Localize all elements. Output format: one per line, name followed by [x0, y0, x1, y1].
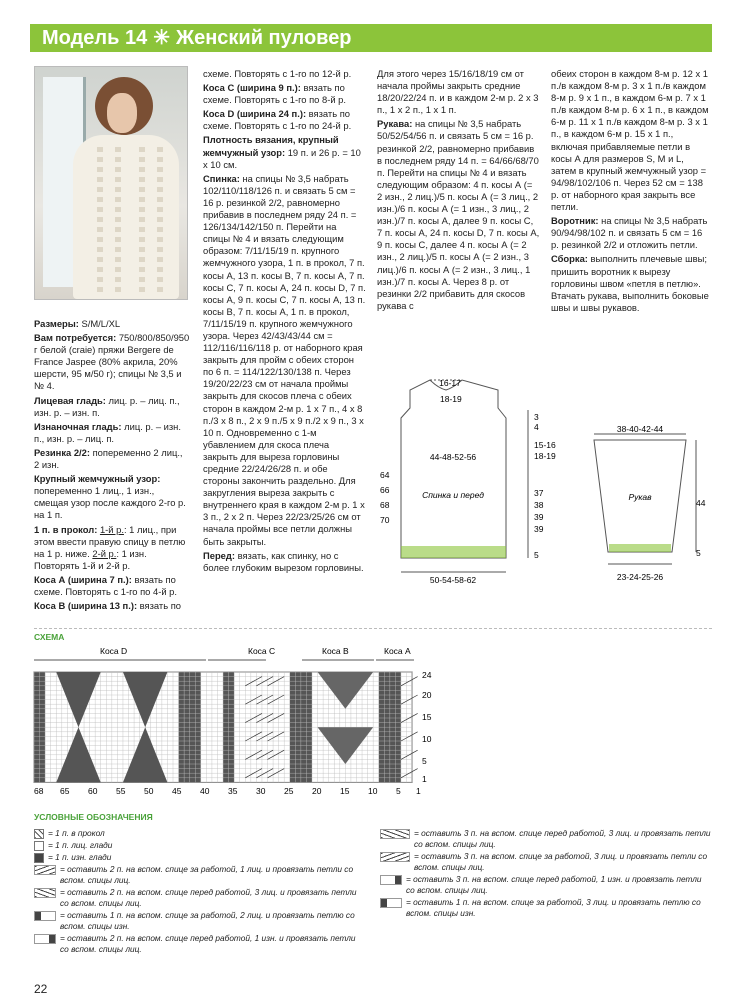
twisted-stitch-icon [34, 829, 44, 839]
height-label: 68 [380, 500, 390, 510]
sleeve-rib-label: 5 [696, 548, 701, 558]
cable-2-1-back-icon [34, 865, 56, 875]
tick-label: 25 [284, 786, 294, 796]
cable-1-2-back-purl-icon [34, 911, 56, 921]
side-label: 38 [534, 500, 544, 510]
tick-label: 55 [116, 786, 126, 796]
side-label: 37 [534, 488, 544, 498]
sleeve-height-label: 44 [696, 498, 706, 508]
tick-label: 1 [416, 786, 421, 796]
sleeve-pattern-diagram [580, 422, 710, 586]
cable-3-3-front-icon [380, 829, 410, 839]
schema-title: СХЕМА [34, 632, 65, 642]
cable-3-3-back-icon [380, 852, 410, 862]
cable-3-1-front-purl-icon [380, 875, 402, 885]
tick-label: 50 [144, 786, 154, 796]
height-label: 70 [380, 515, 390, 525]
column-2: схеме. Повторять с 1-го по 12-й р. Коса С (ширина 9 п.): вязать по схеме. Повторять с 1-го по 8-й р. Коса D (ширина 24 п.): вязать по схеме. Повторять с 1-го по 24-й р. Плотность вязания, крупный жемчужный узор: 19 п. и 26 р. = 10 х 10 см. Спинка: на спицы № 3,5 набрать 102/110/118/126 п. и связать 5 см = 16 р. резинкой 2/2, равномерно прибавив в последнем ряду 24 п. = 126/134/142/150 п. Перейти на спицы № 4 и вязать следующим образом: 7/11/15/19 п. крупного жемчужного узора, 1 п. в прокол, 7 п. косы А, 13 п. косы В, 7 п. косы А, 7 п. косы С, 7 п. косы А, 24 п. косы D, 7 п. косы А, 9 п. косы С, 7 п. косы А, 13 п. косы В, 7 п. косы А, 1 п. в прокол, 7/11/15/19 п. крупного жемчужного узора. Через 42/43/43/44 см = 112/116/116/118 р. от наборного края закрыть для пройм с обеих сторон по 6 п. = 114/122/130/138 п. Через 19/20/22/23 см от начала проймы закрыть для скосов плеча с обеих сторон в каждом 2-м р. 1 х 7 п., 4 х 8 п./3 х 8 п., 2 х 9 п./5 х 9 п./2 х 9 п., 3 х 10 п. Одновременно с 1-м убавлением для скоса плеча закрыть для выреза горловины средние 22/24/26/28 п. и обе стороны закончить раздельно. Для закругления выреза закрыть с внутреннего края в каждом 2-м р. 1 х 3 п., 2 х 2 п. Через 22/23/25/26 см от начала проймы все петли должны быть закрыты. Перед: вязать, как спинку, но с более глубоким вырезом горловины. [203, 68, 366, 573]
hem-width-label: 50-54-58-62 [429, 575, 477, 585]
knit-square-icon [34, 841, 44, 851]
legend-item: = оставить 3 п. на вспом. спице перед работой, 3 лиц. и провязать петли со вспом. спицы лиц. [380, 828, 712, 850]
row-tick: 5 [422, 756, 427, 766]
legend-item: = оставить 3 п. на вспом. спице за работой, 3 лиц. и провязать петли со вспом. спицы лиц. [380, 851, 712, 873]
legend-item: = оставить 1 п. на вспом. спице за работой, 2 лиц. и провязать петлю со вспом. спицы изн. [34, 910, 364, 932]
armhole-label: 18-19 [534, 451, 556, 461]
cable-2-1-front-purl-icon [34, 934, 56, 944]
tick-label: 60 [88, 786, 98, 796]
shoulder-label: 3 [534, 412, 539, 422]
column-3: Для этого через 15/16/18/19 см от начала проймы закрыть средние 18/20/22/24 п. и в каждом 2-м р. 2 х 3 п., 1 х 2 п., 1 х 1 п. Рукава: на спицы № 3,5 набрать 50/52/54/56 п. и связать 5 см = 16 р. резинкой 2/2, равномерно прибавив в последнем ряду 14 п. = 64/66/68/70 п. Перейти на спицы № 4 и вязать следующим образом: 4 п. косы А (= 2 изн., 2 лиц.)/5 п. косы А (= 3 лиц., 2 изн.)/6 п. косы А (= 1 изн., 3 лиц., 2 изн.)/7 п. косы А, далее 9 п. косы С, 7 п. косы А, 24 п. косы D, 7 п. косы А, 9 п. косы С, далее 4 п. косы А (= 2 изн., 2 лиц.)/5 п. косы А (= 2 изн., 3 лиц.)/6 п. косы А (= 2 изн., 3 лиц., 1 изн.)/7 п. косы А. Через 8 р. от резинки 2/2 прибавить для скосов рукава с [377, 68, 540, 311]
neck-top-label: 16-17 [439, 378, 461, 388]
column-1: Размеры: S/M/L/XL Вам потребуется: 750/800/850/950 г белой (craie) пряжи Bergere de France Jaspee (80% акрила, 20% шерсти, 95 м/50 г); спицы № 3,5 и № 4. Лицевая гладь: лиц. р. – лиц. п., изн. р. – изн. п. Изнаночная гладь: лиц. р. – изн. п., изн. р. – лиц. п. Резинка 2/2: попеременно 2 лиц., 2 изн. Крупный жемчужный узор: попеременно 1 лиц., 1 изн., смещая узор после каждого 2-го р. на 1 п. 1 п. в прокол: 1-й р.: 1 лиц., при этом ввести правую спицу в петлю на 1 р. ниже. 2-й р.: 1 изн. Повторять 1-й и 2-й р. Коса А (ширина 7 п.): вязать по схеме. Повторять с 1-го по 4-й р. Коса В (ширина 13 п.): вязать по [34, 318, 190, 612]
cable-c-label: Коса C [248, 646, 276, 656]
sleeve-top-label: 38-40-42-44 [616, 424, 664, 434]
side-label: 39 [534, 524, 544, 534]
legend-item: = оставить 3 п. на вспом. спице перед работой, 1 изн. и провязать петли со вспом. спицы лиц. [380, 874, 712, 896]
rib-label: 5 [534, 550, 539, 560]
cable-1-3-back-purl-icon [380, 898, 402, 908]
page-number: 22 [34, 982, 48, 996]
tick-label: 68 [34, 786, 44, 796]
knitting-chart [30, 644, 436, 798]
sleeve-piece-label: Рукав [628, 492, 652, 502]
legend-item: = 1 п. изн. глади [34, 852, 364, 863]
legend-item: = 1 п. в прокол [34, 828, 364, 839]
legend-right [380, 828, 712, 920]
tick-label: 10 [368, 786, 378, 796]
cable-d-label: Коса D [100, 646, 128, 656]
legend-title: УСЛОВНЫЕ ОБОЗНАЧЕНИЯ [34, 812, 153, 822]
purl-square-icon [34, 853, 44, 863]
page-title: Женский пуловер [176, 27, 352, 49]
legend-item: = оставить 2 п. на вспом. спице за работой, 1 лиц. и провязать петли со вспом. спицы лиц. [34, 864, 364, 886]
tick-label: 35 [228, 786, 238, 796]
row-tick: 10 [422, 734, 432, 744]
row-tick: 15 [422, 712, 432, 722]
legend-item: = оставить 2 п. на вспом. спице перед работой, 1 изн. и провязать петли со вспом. спицы лиц. [34, 933, 364, 955]
row-tick: 24 [422, 670, 432, 680]
legend-item: = оставить 2 п. на вспом. спице перед работой, 3 лиц. и провязать петли со вспом. спицы лиц. [34, 887, 364, 909]
section-divider [34, 628, 712, 629]
star-icon: ✳ [153, 27, 170, 49]
model-photo [34, 66, 188, 300]
column-4: обеих сторон в каждом 8-м р. 12 х 1 п./в каждом 8-м р. 3 х 1 п./в каждом 8-м р. 9 х 1 п., в каждом 6-м р. 7 х 1 п./в каждом 8-м р. 6 х 1 п., в каждом 6-м р. 11 х 1 п./в каждом 8-м р. 3 х 1 п., в каждом 6-м р. 15 х 1 п., включая прибавляемые петли в косы А для размеров S, М и L, затем в крупный жемчужный узор = 94/98/102/106 п. Через 52 см = 138 р. от наборного края закрыть все петли. Воротник: на спицы № 3,5 набрать 90/94/98/102 п. и связать 5 см = 16 р. резинкой 2/2 и отложить петли. Сборка: выполнить плечевые швы; пришить воротник к вырезу горловины швом «петля в петлю». Втачать рукава, выполнить боковые швы и швы рукавов. [551, 68, 709, 313]
armhole-label: 15-16 [534, 440, 556, 450]
side-label: 39 [534, 512, 544, 522]
tick-label: 20 [312, 786, 322, 796]
tick-label: 45 [172, 786, 182, 796]
sleeve-cuff-label: 23-24-25-26 [616, 572, 664, 582]
shoulder-label: 4 [534, 422, 539, 432]
tick-label: 5 [396, 786, 401, 796]
body-pattern-diagram [376, 378, 566, 588]
tick-label: 65 [60, 786, 70, 796]
model-number: Модель 14 [42, 27, 148, 49]
cable-2-3-front-icon [34, 888, 56, 898]
tick-label: 30 [256, 786, 266, 796]
body-piece-label: Спинка и перед [422, 490, 484, 500]
legend-item: = 1 п. лиц. глади [34, 840, 364, 851]
height-label: 66 [380, 485, 390, 495]
tick-label: 40 [200, 786, 210, 796]
neck-top2-label: 18-19 [440, 394, 462, 404]
cable-b-label: Коса B [322, 646, 349, 656]
row-tick: 20 [422, 690, 432, 700]
tick-label: 15 [340, 786, 350, 796]
legend-left [34, 828, 364, 956]
page-header [30, 24, 712, 52]
cable-a-label: Коса A [384, 646, 411, 656]
legend-item: = оставить 1 п. на вспом. спице за работой, 3 лиц. и провязать петлю со вспом. спицы изн. [380, 897, 712, 919]
chest-width-label: 44-48-52-56 [429, 452, 477, 462]
height-label: 64 [380, 470, 390, 480]
row-tick: 1 [422, 774, 427, 784]
